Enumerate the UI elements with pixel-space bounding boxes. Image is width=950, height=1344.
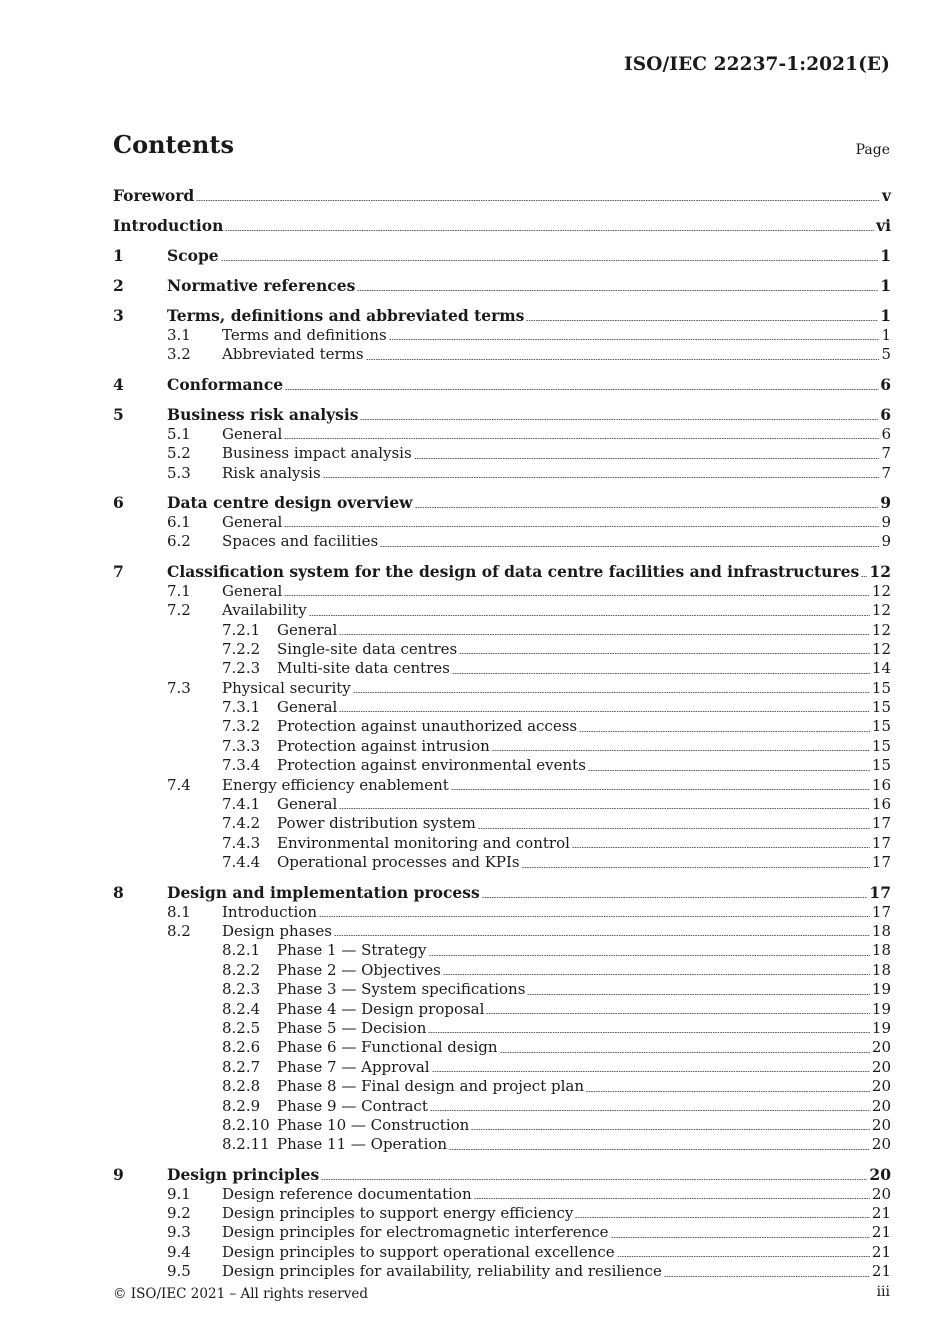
toc-entry-number: 5.3 [167,463,191,482]
toc-entry-title: Introduction [113,216,224,235]
toc-entry-title: Design and implementation process [167,882,480,902]
dot-leader [360,419,878,420]
toc-entry-number: 7.3 [167,678,191,697]
toc-entry-number: 7.2.1 [222,620,261,639]
toc-entry-page: 21 [871,1242,891,1261]
toc-entry-title: General [222,581,283,600]
toc-entry[interactable] [113,882,891,903]
toc-entry-number: 9.5 [167,1262,191,1281]
toc-entry[interactable] [113,1262,891,1281]
toc-entry-number: 8.2 [167,921,191,940]
toc-entry-number: 9.1 [167,1184,191,1203]
toc-entry-title: Design principles for electromagnetic interference [222,1223,609,1242]
toc-entry[interactable] [113,640,891,659]
dot-leader [451,789,870,790]
toc-entry-number: 7.4.3 [222,833,261,852]
toc-entry-page: 20 [869,1164,891,1184]
toc-entry-number: 5 [113,404,124,424]
toc-entry[interactable] [113,582,891,601]
toc-entry-number: 2 [113,276,124,295]
toc-entry-title: General [222,424,283,443]
toc-entry-title: Physical security [222,678,351,697]
dot-leader [430,1110,870,1111]
toc-entry[interactable] [113,492,891,513]
dot-leader [526,320,878,321]
toc-entry-number: 9.3 [167,1223,191,1242]
toc-entry[interactable] [113,1019,891,1038]
toc-entry-number: 8.2.4 [222,999,261,1018]
toc-entry-title: Multi-site data centres [277,659,450,678]
toc-entry-number: 6 [113,492,124,512]
toc-entry[interactable] [113,245,891,266]
toc-entry-page: 12 [871,620,891,639]
toc-entry-number: 8.2.3 [222,980,261,999]
toc-entry-page: 6 [880,404,891,424]
toc-entry-page: 9 [881,532,891,551]
toc-entry[interactable] [113,464,891,483]
toc-entry-number: 8 [113,882,124,902]
toc-entry[interactable] [113,1223,891,1242]
toc-entry-number: 9.2 [167,1204,191,1223]
toc-entry[interactable] [113,1164,891,1185]
toc-entry[interactable] [113,275,891,296]
dot-leader [588,770,870,771]
dot-leader [225,230,874,231]
toc-entry-title: Availability [222,601,307,620]
toc-entry-title: Conformance [167,374,284,394]
dot-leader [443,974,870,975]
toc-entry-page: 1 [881,326,891,344]
toc-entry-title: Design reference documentation [222,1184,472,1203]
toc-entry-number: 9.4 [167,1242,191,1261]
toc-entry[interactable] [113,326,891,345]
toc-entry-number: 8.2.6 [222,1038,261,1057]
toc-entry-number: 7.4 [167,775,191,794]
toc-entry-page: 7 [881,463,891,482]
toc-entry-title: Normative references [167,276,356,295]
toc-entry-number: 8.2.5 [222,1018,261,1037]
toc-entry-page: 16 [871,775,891,794]
toc-entry-title: Abbreviated terms [222,345,364,364]
toc-entry[interactable] [113,374,891,395]
toc-entry-title: Phase 2 — Objectives [277,960,441,979]
toc-entry-title: Introduction [222,902,317,921]
toc-entry[interactable] [113,513,891,532]
toc-entry-number: 4 [113,374,124,394]
toc-entry-page: 15 [871,698,891,717]
toc-entry-number: 3 [113,306,124,325]
dot-leader [861,576,867,577]
toc-entry-number: 8.2.8 [222,1077,261,1096]
toc-entry[interactable] [113,679,891,698]
toc-entry-page: 16 [871,795,891,814]
dot-leader [339,711,870,712]
toc-entry-number: 9 [113,1164,124,1184]
toc-entry-title: Foreword [113,186,195,205]
toc-entry-page: 17 [871,853,891,872]
toc-entry[interactable] [113,1116,891,1135]
toc-entry-page: 19 [871,980,891,999]
dot-leader [500,1052,870,1053]
toc-entry-number: 7.3.1 [222,698,261,717]
toc-entry[interactable] [113,621,891,640]
toc-entry-page: 15 [871,736,891,755]
dot-leader [309,615,870,616]
toc-entry-number: 7.4.1 [222,795,261,814]
dot-leader [366,359,880,360]
dot-leader [284,595,870,596]
toc-entry[interactable] [113,425,891,444]
toc-entry-page: 7 [881,444,891,463]
toc-entry-title: Phase 6 — Functional design [277,1038,498,1057]
dot-leader [334,935,870,936]
toc-entry-number: 5.1 [167,424,191,443]
toc-entry-page: 21 [871,1223,891,1242]
toc-entry-page: 1 [880,306,891,325]
toc-entry-page: 14 [871,659,891,678]
dot-leader [389,339,880,340]
toc-entry-number: 8.2.1 [222,941,261,960]
toc-entry[interactable] [113,345,891,364]
dot-leader [522,867,870,868]
dot-leader [492,750,870,751]
toc-entry-number: 7.4.4 [222,853,261,872]
dot-leader [474,1198,870,1199]
toc-entry-title: Phase 9 — Contract [277,1096,428,1115]
toc-entry-title: Design principles to support operational excellence [222,1242,615,1261]
toc-entry-number: 8.2.2 [222,960,261,979]
toc-entry-page: 17 [869,882,891,902]
toc-entry-title: General [277,620,338,639]
dot-leader [579,731,870,732]
toc-entry-page: 18 [871,941,891,960]
toc-entry-page: 15 [871,756,891,775]
copyright-notice: © ISO/IEC 2021 – All rights reserved [113,1286,368,1302]
toc-entry-title: Data centre design overview [167,492,413,512]
dot-leader [319,916,870,917]
toc-entry[interactable] [113,185,891,206]
toc-entry-number: 3.2 [167,345,191,364]
toc-entry-page: 17 [871,833,891,852]
toc-entry[interactable] [113,853,891,872]
toc-entry-page: 15 [871,678,891,697]
toc-entry[interactable] [113,698,891,717]
toc-entry-page: 12 [871,581,891,600]
dot-leader [196,200,880,201]
dot-leader [339,634,870,635]
toc-entry[interactable] [113,961,891,980]
toc-entry[interactable] [113,737,891,756]
dot-leader [353,692,870,693]
toc-entry[interactable] [113,941,891,960]
toc-entry-page: 21 [871,1204,891,1223]
toc-entry-page: 19 [871,1018,891,1037]
toc-entry-title: Operational processes and KPIs [277,853,520,872]
dot-leader [428,1032,869,1033]
toc-entry[interactable] [113,532,891,551]
dot-leader [284,526,879,527]
toc-entry-number: 6.1 [167,512,191,531]
toc-entry-title: Phase 11 — Operation [277,1135,448,1154]
toc-entry-title: Phase 1 — Strategy [277,941,427,960]
toc-entry-number: 7.3.4 [222,756,261,775]
dot-leader [357,290,878,291]
toc-entry[interactable] [113,717,891,736]
page-column-label: Page [855,142,890,158]
toc-entry[interactable] [113,795,891,814]
page-number: iii [876,1284,890,1300]
dot-leader [429,955,870,956]
table-of-contents [113,185,891,1282]
toc-entry-number: 7.3.2 [222,717,261,736]
toc-entry-title: Phase 3 — System specifications [277,980,526,999]
toc-entry-page: 1 [880,276,891,295]
toc-entry-number: 7.2.2 [222,639,261,658]
toc-entry-page: 5 [881,345,891,364]
toc-entry[interactable] [113,444,891,463]
toc-entry-page: 6 [880,374,891,394]
toc-entry-title: Spaces and facilities [222,532,379,551]
contents-title: Contents [113,130,234,159]
toc-entry[interactable] [113,215,891,236]
toc-entry-page: 17 [871,814,891,833]
dot-leader [664,1276,870,1277]
toc-entry[interactable] [113,1058,891,1077]
toc-entry-page: 20 [871,1115,891,1134]
toc-entry[interactable] [113,305,891,326]
toc-entry-page: 19 [871,999,891,1018]
dot-leader [285,389,878,390]
dot-leader [452,673,870,674]
toc-entry[interactable] [113,834,891,853]
toc-entry-page: 6 [881,424,891,443]
dot-leader [617,1256,870,1257]
toc-entry-page: 12 [871,601,891,620]
toc-entry-number: 8.2.9 [222,1096,261,1115]
toc-entry-number: 6.2 [167,532,191,551]
toc-entry[interactable] [113,1077,891,1096]
toc-entry[interactable] [113,1185,891,1204]
toc-entry-title: Environmental monitoring and control [277,833,570,852]
toc-entry[interactable] [113,1204,891,1223]
toc-entry[interactable] [113,903,891,922]
toc-entry-number: 8.2.7 [222,1057,261,1076]
toc-entry-title: Classification system for the design of data centre facilities and infrastructures [167,561,860,581]
toc-entry-title: Business risk analysis [167,404,359,424]
dot-leader [459,653,870,654]
toc-entry-page: 20 [871,1184,891,1203]
toc-entry[interactable] [113,1135,891,1154]
toc-entry[interactable] [113,756,891,775]
toc-entry-title: Design principles [167,1164,320,1184]
toc-entry-title: Phase 8 — Final design and project plan [277,1077,585,1096]
dot-leader [415,507,879,508]
toc-entry-page: 12 [871,639,891,658]
toc-entry-page: 15 [871,717,891,736]
toc-entry-title: Protection against intrusion [277,736,490,755]
toc-entry[interactable] [113,404,891,425]
toc-entry-page: vi [876,216,891,235]
dot-leader [339,808,870,809]
toc-entry-number: 7.1 [167,581,191,600]
toc-entry-title: Phase 7 — Approval [277,1057,430,1076]
toc-entry[interactable] [113,601,891,620]
dot-leader [486,1013,869,1014]
dot-leader [586,1091,870,1092]
toc-entry-page: 20 [871,1077,891,1096]
dot-leader [471,1129,870,1130]
toc-entry-number: 7 [113,561,124,581]
dot-leader [323,477,880,478]
toc-entry-title: Risk analysis [222,463,321,482]
toc-entry-title: Terms and definitions [222,326,387,344]
dot-leader [527,994,870,995]
toc-entry[interactable] [113,1243,891,1262]
toc-entry-number: 8.1 [167,902,191,921]
toc-entry-title: Single-site data centres [277,639,458,658]
toc-entry-page: v [881,186,891,205]
toc-entry-page: 17 [871,902,891,921]
toc-entry-page: 9 [881,512,891,531]
toc-entry-page: 1 [880,246,891,265]
toc-entry-title: General [277,795,338,814]
toc-entry-number: 1 [113,246,124,265]
toc-entry-title: Design phases [222,921,332,940]
toc-entry[interactable] [113,980,891,999]
dot-leader [478,828,870,829]
toc-entry-title: Terms, definitions and abbreviated terms [167,306,525,325]
toc-entry-number: 8.2.10 [222,1115,270,1134]
toc-entry[interactable] [113,814,891,833]
toc-entry[interactable] [113,561,891,582]
toc-entry-title: Phase 5 — Decision [277,1018,427,1037]
dot-leader [321,1179,867,1180]
toc-entry-title: Scope [167,246,219,265]
toc-entry-title: Protection against environmental events [277,756,586,775]
dot-leader [575,1217,870,1218]
toc-entry-number: 3.1 [167,326,191,344]
toc-entry-title: Energy efficiency enablement [222,775,449,794]
toc-entry[interactable] [113,1097,891,1116]
toc-entry-title: General [222,512,283,531]
toc-entry-page: 21 [871,1262,891,1281]
toc-entry-title: Design principles to support energy efficiency [222,1204,574,1223]
dot-leader [572,847,870,848]
dot-leader [221,260,879,261]
toc-entry-title: Phase 10 — Construction [277,1115,470,1134]
toc-entry-number: 7.2 [167,601,191,620]
dot-leader [380,546,879,547]
toc-entry-number: 8.2.11 [222,1135,270,1154]
toc-entry[interactable] [113,659,891,678]
toc-entry-page: 20 [871,1038,891,1057]
dot-leader [611,1237,870,1238]
toc-entry-title: Design principles for availability, reliability and resilience [222,1262,662,1281]
toc-entry-number: 5.2 [167,444,191,463]
toc-entry[interactable] [113,1000,891,1019]
toc-entry-page: 9 [880,492,891,512]
dot-leader [284,438,879,439]
dot-leader [414,458,880,459]
toc-entry-page: 20 [871,1096,891,1115]
toc-entry[interactable] [113,1038,891,1057]
toc-entry-title: General [277,698,338,717]
toc-entry-page: 20 [871,1057,891,1076]
toc-entry[interactable] [113,922,891,941]
toc-entry-number: 7.2.3 [222,659,261,678]
toc-entry-page: 20 [871,1135,891,1154]
toc-entry-page: 18 [871,960,891,979]
toc-entry-number: 7.3.3 [222,736,261,755]
toc-entry-page: 18 [871,921,891,940]
toc-entry-title: Power distribution system [277,814,476,833]
toc-entry[interactable] [113,776,891,795]
document-identifier: ISO/IEC 22237-1:2021(E) [624,54,890,75]
dot-leader [482,897,868,898]
toc-entry-page: 12 [869,561,891,581]
toc-entry-number: 7.4.2 [222,814,261,833]
dot-leader [449,1149,870,1150]
toc-entry-title: Phase 4 — Design proposal [277,999,485,1018]
dot-leader [432,1071,870,1072]
toc-entry-title: Protection against unauthorized access [277,717,578,736]
toc-entry-title: Business impact analysis [222,444,412,463]
